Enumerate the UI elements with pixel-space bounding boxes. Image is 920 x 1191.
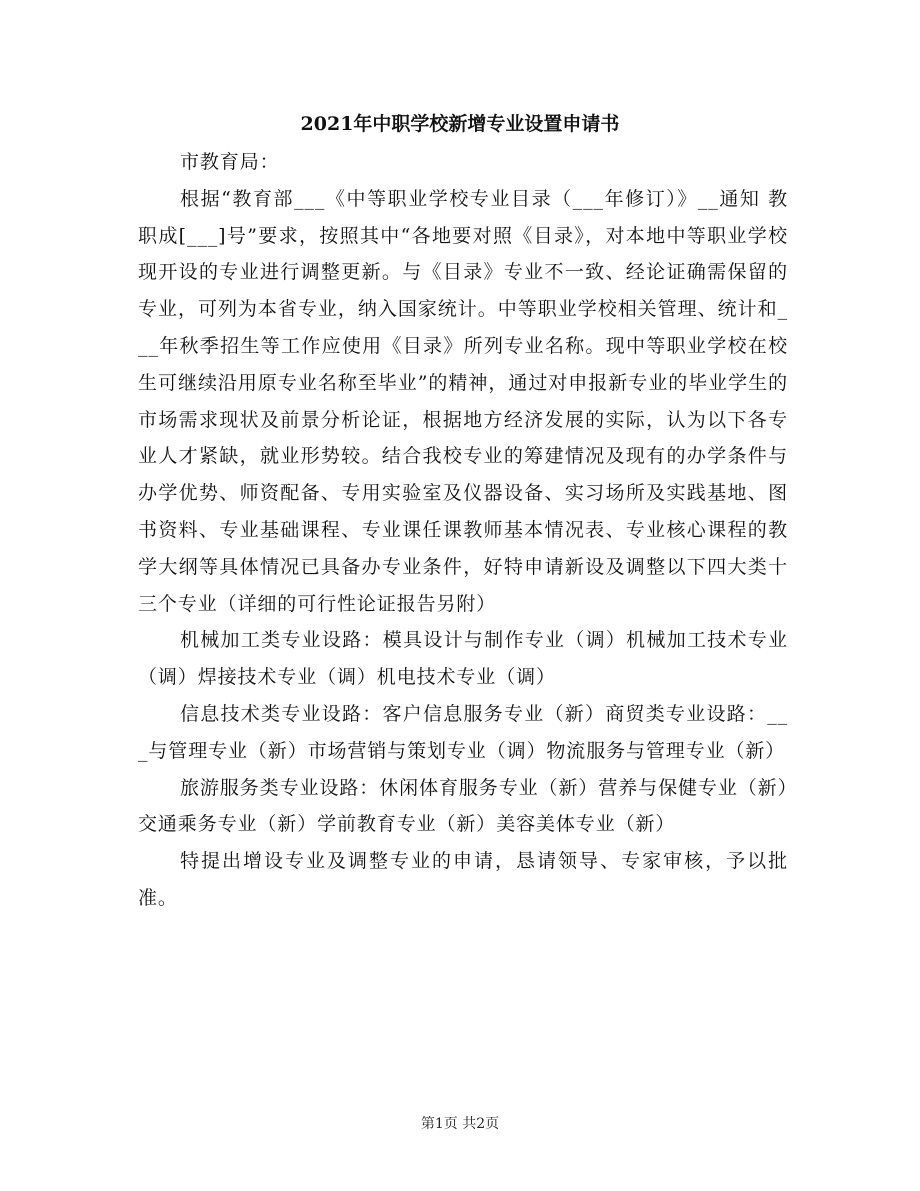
document-title: 2021年中职学校新增专业设置申请书 [300,113,620,135]
paragraph-tourism: 旅游服务类专业设路：休闲体育服务专业（新）营养与保健专业（新）交通乘务专业（新）学前教育专业（新）美容美体专业（新） [138,776,788,836]
document-body [138,144,788,917]
page-number: 第1页 共2页 [420,1116,500,1132]
paragraph-machining: 机械加工类专业设路：模具设计与制作专业（调）机械加工技术专业（调）焊接技术专业（调）机电技术专业（调） [138,629,788,689]
paragraph-closing: 特提出增设专业及调整专业的申请，恳请领导、专家审核，予以批准。 [138,850,788,909]
paragraph-intro: 根据“教育部___《中等职业学校专业目录（___年修订）》__通知 教职成[___]号”要求，按照其中“各地要对照《目录》，对本地中等职业学校现开设的专业进行调整更新。与《目录》专业不一致、经论证确需保留的专业，可列为本省专业，纳入国家统计。中等职业学校相关管理、统计和___年秋季招生等工作应使用《目录》所列专业名称。现中等职业学校在校生可继续沿用原专业名称至毕业”的精神，通过对申报新专业的毕业学生的市场需求现状及前景分析论证，根据地方经济发展的实际，认为以下各专业人才紧缺，就业形势较。结合我校专业的筹建情况及现有的办学条件与办学优势、师资配备、专用实验室及仪器设备、实习场所及实践基地、图书资料、专业基础课程、专业课任课教师基本情况表、专业核心课程的教学大纲等具体情况已具备办专业条件，好特申请新设及调整以下四大类十三个专业（详细的可行性论证报告另附） [138,187,788,615]
paragraph-information-tech: 信息技术类专业设路：客户信息服务专业（新）商贸类专业设路：___与管理专业（新）市场营销与策划专业（调）物流服务与管理专业（新） [138,702,788,762]
salutation: 市教育局： [180,151,280,173]
